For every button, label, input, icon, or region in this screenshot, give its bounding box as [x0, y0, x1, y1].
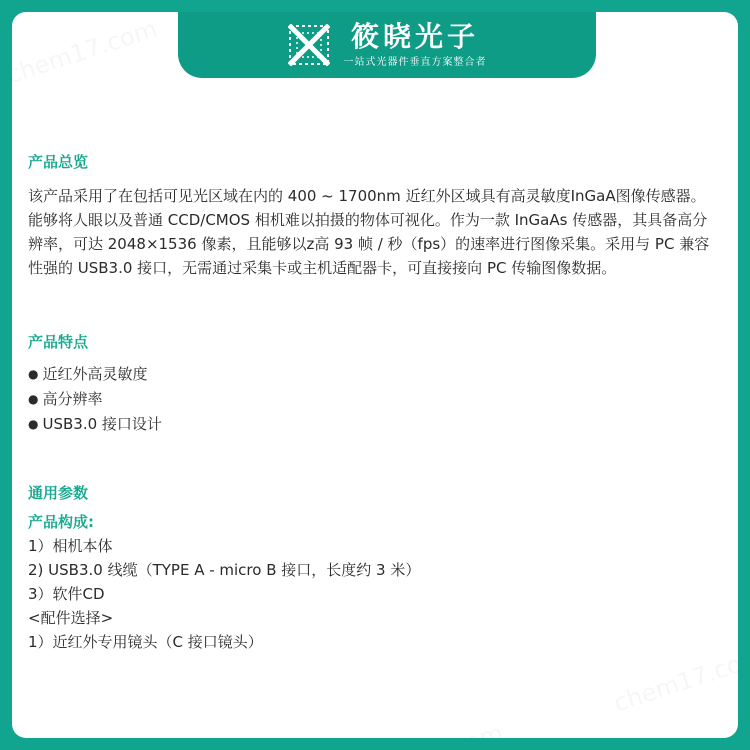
accessory-title: <配件选择>: [28, 609, 114, 627]
overview-title: 产品总览: [28, 153, 89, 171]
composition-item: 1）相机本体: [28, 537, 113, 555]
overview-text: 该产品采用了在包括可见光区域在内的 400 ~ 1700nm 近红外区域具有高灵敏度InGaA图像传感器。能够将人眼以及普通 CCD/CMOS 相机难以拍摄的物体可视化。作为一款 InGaAs 传感器，其具备高分辨率，可达 2048×1536 像素，且能够以z高 93 帧 / 秒（fps）的速率进行图像采集。采用与 PC 兼容性强的 USB3.0 接口，无需通过采集卡或主机适配器卡，可直接接向 PC 传输图像数据。: [28, 187, 710, 277]
features-title: 产品特点: [28, 333, 89, 351]
content-card: [12, 12, 738, 738]
section-spacer: [28, 437, 718, 481]
watermark-top-left: [12, 15, 160, 90]
section-spacer: [28, 280, 718, 330]
brand-name: 筱晓光子: [350, 20, 479, 53]
x-logo-icon: [288, 24, 330, 66]
brand-header: [178, 12, 596, 78]
composition-item: 3）软件CD: [28, 585, 105, 603]
feature-item: ● USB3.0 接口设计: [28, 412, 718, 437]
parameters-title: 通用参数: [28, 484, 89, 502]
composition-title: 产品构成:: [28, 513, 94, 531]
composition-item: 2) USB3.0 线缆（TYPE A - micro B 接口，长度约 3 米）: [28, 561, 421, 579]
brand-tagline: 一站式光器件垂直方案整合者: [343, 57, 487, 68]
feature-item: ● 近红外高灵敏度: [28, 362, 718, 387]
overview-section: [28, 150, 718, 280]
parameters-section: [28, 481, 718, 654]
product-description: [28, 150, 718, 654]
feature-item: ● 高分辨率: [28, 387, 718, 412]
watermark-bottom-center: [349, 719, 506, 738]
accessory-item: 1）近红外专用镜头（C 接口镜头）: [28, 633, 263, 651]
feature-list: [28, 362, 718, 437]
features-section: [28, 330, 718, 437]
brand-block: [344, 22, 487, 68]
